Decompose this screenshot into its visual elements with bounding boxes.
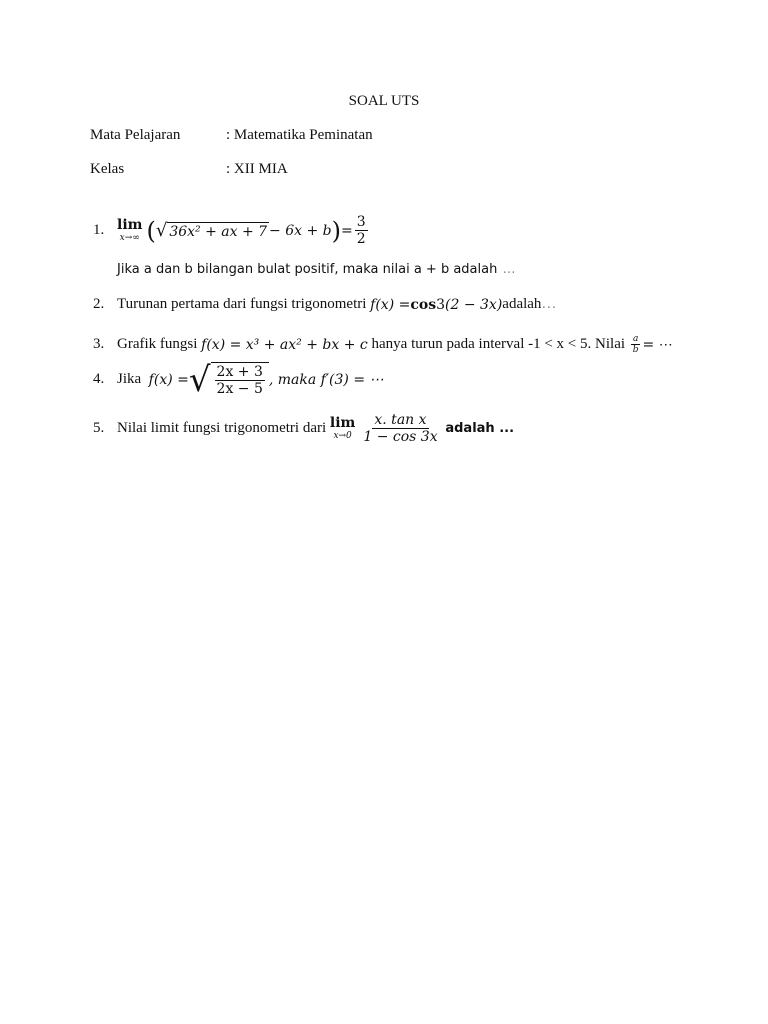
question-1-followup xyxy=(117,262,516,277)
subject-label: Mata Pelajaran xyxy=(90,127,181,143)
question-tail: , maka f′(3) = ⋯ xyxy=(268,371,384,388)
question-number: 4. xyxy=(93,371,105,388)
limit-word: lim xyxy=(117,217,143,234)
question-number: 5. xyxy=(93,420,105,437)
limit-operator xyxy=(117,218,142,242)
class-value: : XII MIA xyxy=(226,161,288,177)
polynomial-formula: f(x) = x³ + ax² + bx + c xyxy=(201,336,368,353)
limit-word: lim xyxy=(329,415,356,432)
question-text: Nilai limit fungsi trigonometri dari xyxy=(117,420,327,437)
expression-rest: − 6x + b xyxy=(269,222,332,239)
fraction-numerator: a xyxy=(632,334,639,344)
question-tail: = ⋯ xyxy=(642,336,673,353)
square-root xyxy=(188,360,269,401)
radicand xyxy=(211,362,269,397)
equals-sign: = xyxy=(341,222,353,239)
fraction xyxy=(355,214,368,247)
question-text: Grafik fungsi xyxy=(117,336,198,353)
question-1 xyxy=(93,214,370,247)
fraction-numerator: 3 xyxy=(356,214,366,230)
ellipsis: … xyxy=(541,296,558,312)
limit-subscript: x→∞ xyxy=(119,232,140,243)
square-root xyxy=(155,219,269,241)
fraction-denominator: 1 − cos 3x xyxy=(363,429,438,446)
question-number: 3. xyxy=(93,336,105,353)
fraction-numerator: 2x + 3 xyxy=(216,364,263,380)
radical-sign: √ xyxy=(155,219,168,241)
ratio-fraction xyxy=(631,334,641,356)
subject-row xyxy=(90,127,373,144)
question-text: Turunan pertama dari fungsi trigonometri xyxy=(117,296,367,312)
fraction xyxy=(215,364,265,397)
subject-value: : Matematika Peminatan xyxy=(226,127,373,143)
question-middle-text: hanya turun pada interval -1 < x < 5. Nilai xyxy=(371,336,626,353)
cos-function: cos xyxy=(410,296,437,313)
left-paren: ( xyxy=(146,216,156,245)
fraction-numerator: x. tan x xyxy=(374,412,427,428)
radicand: 36x² + ax + 7 xyxy=(169,223,268,240)
class-label: Kelas xyxy=(90,161,125,177)
ellipsis: … xyxy=(497,262,517,277)
question-number: 2. xyxy=(93,296,105,312)
fraction-denominator: 2x − 5 xyxy=(216,381,263,398)
function-lhs: f(x) = xyxy=(370,296,411,313)
question-tail: adalah xyxy=(502,296,542,312)
question-text: Jika xyxy=(117,371,142,388)
page-title: SOAL UTS xyxy=(348,93,420,109)
right-paren: ) xyxy=(331,216,341,245)
limit-operator xyxy=(330,416,355,440)
class-row xyxy=(90,161,288,178)
function-lhs: f(x) = xyxy=(148,371,189,388)
question-number: 1. xyxy=(93,222,105,239)
fraction-denominator: b xyxy=(632,345,639,356)
fraction-denominator: 2 xyxy=(356,231,366,248)
followup-text: Jika a dan b bilangan bulat positif, maka nilai a + b adalah xyxy=(117,262,498,277)
limit-subscript: x→0 xyxy=(333,430,352,441)
radical-sign: √ xyxy=(188,360,211,401)
question-3 xyxy=(93,334,673,356)
question-tail: adalah ... xyxy=(445,421,515,437)
fraction xyxy=(361,412,439,445)
question-5 xyxy=(93,412,514,445)
cos-argument: (2 − 3x) xyxy=(445,296,503,313)
question-4 xyxy=(93,360,384,401)
question-2: 2. Turunan pertama dari fungsi trigonometri f(x) = cos 3 (2 − 3x) adalah … xyxy=(93,296,558,313)
